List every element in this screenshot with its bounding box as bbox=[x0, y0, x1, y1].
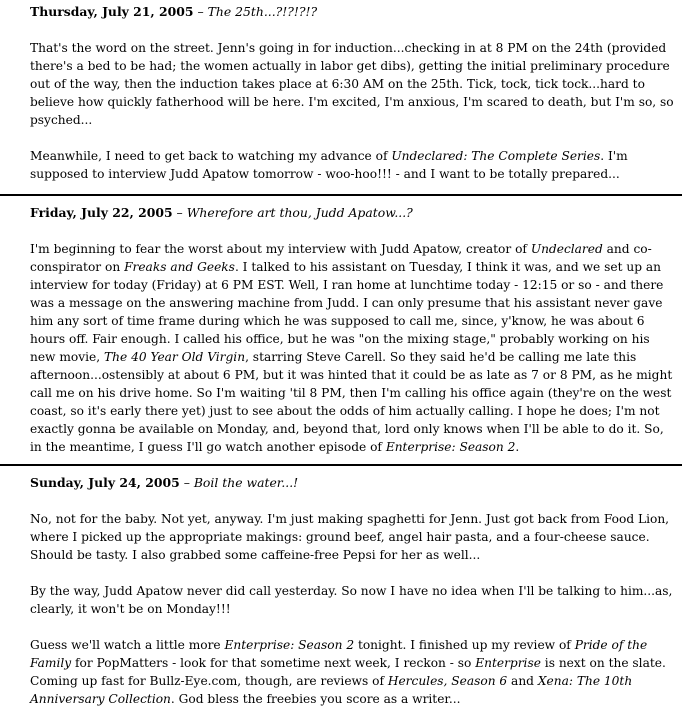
italic-title: Xena: The 10th Anniversary Collection bbox=[30, 674, 633, 706]
italic-title: Undeclared: The Complete Series bbox=[391, 149, 601, 163]
text-run: and co-conspirator on bbox=[30, 242, 652, 274]
text-run: . bbox=[515, 440, 520, 454]
text-run: for PopMatters - look for that sometime next week, I reckon - so bbox=[71, 656, 476, 670]
text-run: . God bless the freebies you score as a writer... bbox=[170, 692, 461, 706]
entry-heading bbox=[30, 474, 678, 492]
entry-subtitle: Boil the water...! bbox=[193, 475, 299, 490]
text-run: is next on the slate. Coming up fast for Bullz-Eye.com, though, are reviews of bbox=[30, 656, 666, 688]
text-run: . I'm supposed to interview Judd Apatow tomorrow - woo-hoo!!! - and I want to be totally prepared... bbox=[30, 149, 628, 181]
entry-paragraph bbox=[30, 636, 678, 708]
text-run: That's the word on the street. Jenn's going in for induction...checking in at 8 PM on the 24th (provided there's a bed to be had; the women actually in labor get dibs), getting the initial preliminary procedure out of the way, then the induction takes place at 6:30 AM on the 25th. Tick, tock, tick tock...hard to believe how quickly fatherhood will be here. I'm excited, I'm anxious, I'm scared to death, but I'm so, so psyched... bbox=[30, 41, 674, 127]
entry-paragraph bbox=[30, 582, 678, 618]
entry-paragraph bbox=[30, 39, 678, 129]
entry-separator: – bbox=[193, 4, 208, 19]
italic-title: Enterprise: Season 2 bbox=[385, 440, 516, 454]
entry-paragraph bbox=[30, 510, 678, 564]
italic-title: Pride of the Family bbox=[30, 638, 648, 670]
entry-separator: – bbox=[179, 475, 194, 490]
entry-date: Friday, July 22, 2005 bbox=[30, 205, 173, 220]
italic-title: Freaks and Geeks bbox=[124, 260, 235, 274]
text-run: No, not for the baby. Not yet, anyway. I'm just making spaghetti for Jenn. Just got back from Food Lion, where I picked up the appropriate makings: ground beef, angel hair pasta, and a four-cheese sauce. Should be tasty. I also grabbed some caffeine-free Pepsi for her as well... bbox=[30, 512, 670, 562]
entry-date: Sunday, July 24, 2005 bbox=[30, 475, 180, 490]
entry-paragraph bbox=[30, 147, 678, 183]
italic-title: The 40 Year Old Virgin bbox=[104, 350, 246, 364]
entry-subtitle: Wherefore art thou, Judd Apatow...? bbox=[186, 205, 413, 220]
text-run: I'm beginning to fear the worst about my interview with Judd Apatow, creator of bbox=[30, 242, 531, 256]
italic-title: Enterprise bbox=[475, 656, 541, 670]
entry-paragraph bbox=[30, 240, 678, 456]
text-run: tonight. I finished up my review of bbox=[354, 638, 575, 652]
text-run: By the way, Judd Apatow never did call yesterday. So now I have no idea when I'll be talking to him...as, clearly, it won't be on Monday!!! bbox=[30, 584, 673, 616]
text-run: . I talked to his assistant on Tuesday, I think it was, and we set up an interview for today (Friday) at 6 PM EST. Well, I ran home at lunchtime today - 12:15 or so - and there was a message on the answering machine from Judd. I can only presume that his assistant never gave him any sort of time frame during which he was supposed to call me, since, y'know, he was about 6 hours off. Fair enough. I called his office, but he was "on the mixing stage," probably working on his new movie, bbox=[30, 260, 664, 364]
text-run: Meanwhile, I need to get back to watching my advance of bbox=[30, 149, 392, 163]
entry-date: Thursday, July 21, 2005 bbox=[30, 4, 194, 19]
italic-title: Enterprise: Season 2 bbox=[224, 638, 355, 652]
entry-separator: – bbox=[172, 205, 187, 220]
blog-entry bbox=[0, 196, 682, 464]
text-run: Guess we'll watch a little more bbox=[30, 638, 225, 652]
text-run: , starring Steve Carell. So they said he'd be calling me late this afternoon...ostensibly at about 6 PM, but it was hinted that it could be as late as 7 or 8 PM, as he might call me on his drive home. So I'm waiting 'til 8 PM, then I'm calling his office again (they're on the west coast, so it's early there yet) just to see about the odds of him actually calling. I hope he does; I'm not exactly gonna be available on Monday, and, beyond that, lord only knows when I'll be able to do it. So, in the meantime, I guess I'll go watch another episode of bbox=[30, 350, 673, 454]
entry-subtitle: The 25th...?!?!?!? bbox=[207, 4, 318, 19]
italic-title: Undeclared bbox=[530, 242, 603, 256]
entry-heading bbox=[30, 3, 678, 21]
blog-entry bbox=[0, 0, 682, 194]
italic-title: Hercules, Season 6 bbox=[387, 674, 508, 688]
text-run: and bbox=[507, 674, 538, 688]
blog-entry bbox=[0, 466, 682, 708]
entry-heading bbox=[30, 204, 678, 222]
